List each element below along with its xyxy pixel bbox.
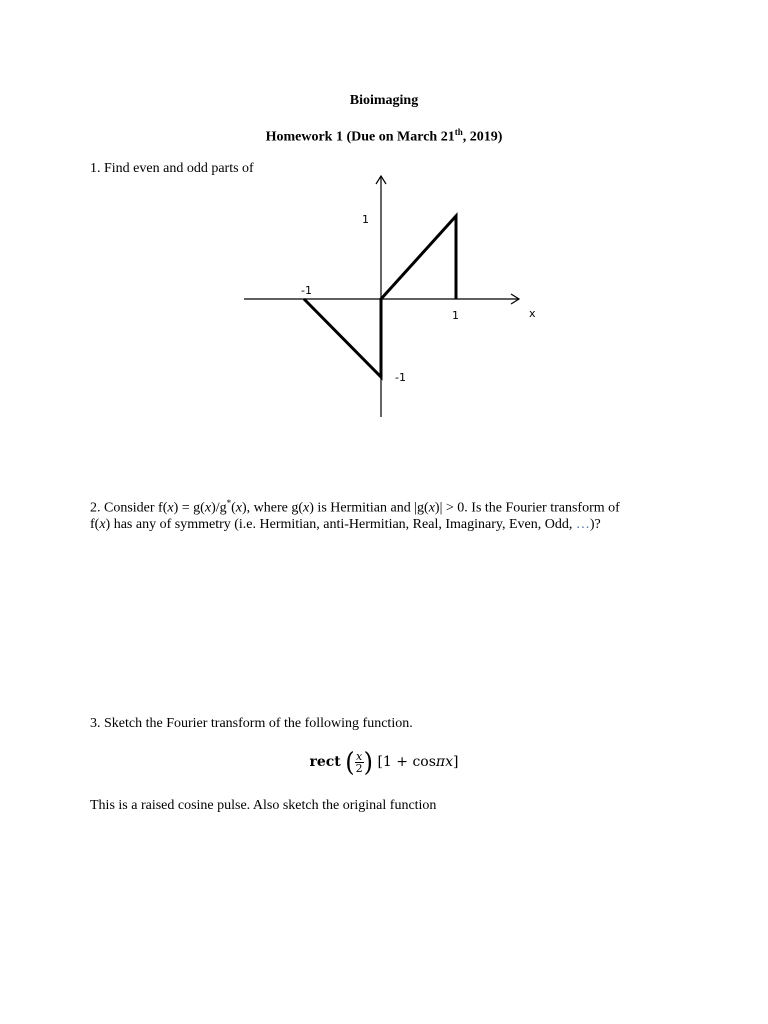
function-curve: [304, 216, 456, 377]
homework-title-suffix: , 2019): [462, 129, 503, 145]
q2-var: x: [99, 517, 106, 532]
question-2-line-2: [90, 514, 601, 536]
q2-ellipsis: …: [575, 517, 590, 532]
q2-conjugate-sup: *: [226, 498, 232, 508]
formula-rect: rect: [309, 754, 341, 770]
function-graph: [240, 172, 540, 422]
formula-denominator: 2: [355, 761, 363, 775]
formula-pi-x: πx: [435, 754, 454, 770]
homework-title-superscript: th: [454, 127, 463, 137]
q2-var: x: [303, 500, 310, 516]
q2-var: x: [428, 500, 435, 516]
homework-title: [0, 127, 768, 146]
formula-fraction: [355, 751, 364, 774]
q2-var: x: [204, 500, 212, 516]
q2-text: )| > 0. Is the Fourier transform of: [434, 500, 620, 516]
q2-text: f(: [90, 517, 100, 532]
question-1-text: 1. Find even and odd parts of: [90, 161, 254, 176]
q2-var: x: [167, 500, 174, 516]
q2-text: ) is Hermitian and |g(: [309, 500, 429, 516]
formula-open-paren: (: [345, 746, 355, 778]
q2-var: x: [235, 500, 243, 516]
formula-numerator: x: [356, 749, 363, 763]
formula-close: ]: [453, 754, 459, 770]
formula-bracket: [1 + cos: [377, 754, 436, 770]
course-title: Bioimaging: [349, 93, 419, 108]
q2-text: (: [231, 500, 236, 516]
q2-text: )/g: [211, 500, 227, 516]
homework-title-prefix: Homework 1 (Due on March 21: [265, 129, 455, 145]
formula-close-paren: ): [363, 746, 373, 778]
q2-text: 2. Consider f(: [90, 500, 168, 516]
q2-text: ), where g(: [242, 500, 304, 516]
tick-label-y-pos: 1: [362, 213, 369, 226]
q2-text: ) has any of symmetry (i.e. Hermitian, anti-Hermitian, Real, Imaginary, Even, Odd,: [105, 517, 576, 532]
question-3-text: 3. Sketch the Fourier transform of the following function.: [90, 716, 413, 731]
tick-label-x-pos: 1: [452, 309, 459, 322]
question-3-note: This is a raised cosine pulse. Also sketch the original function: [90, 798, 437, 813]
tick-label-y-neg: -1: [395, 371, 406, 384]
formula: [0, 748, 768, 776]
tick-label-x-neg: -1: [301, 284, 312, 297]
q2-text: )?: [589, 517, 601, 532]
x-axis-label: x: [529, 307, 536, 320]
q2-text: ) = g(: [173, 500, 205, 516]
